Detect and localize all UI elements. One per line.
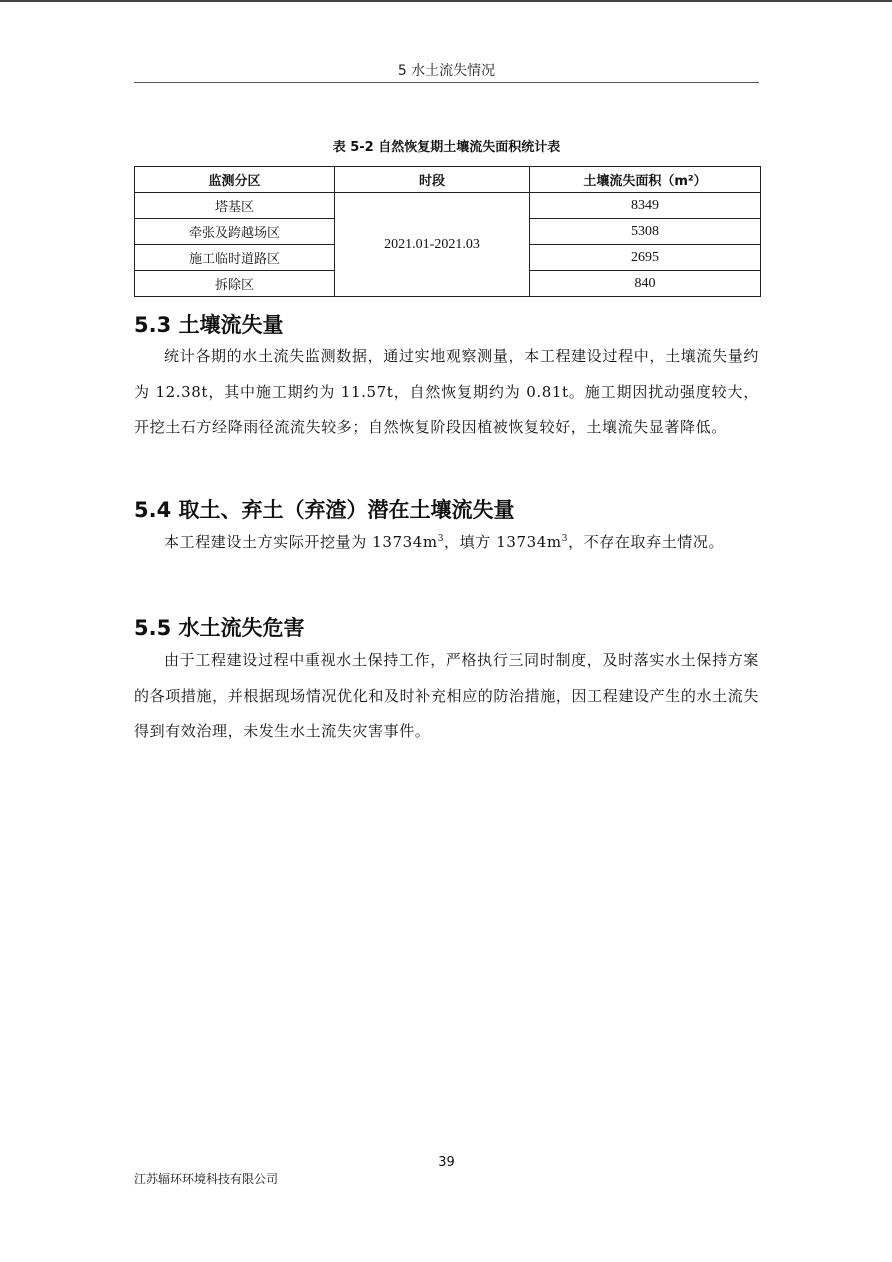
header-rule bbox=[134, 82, 759, 83]
running-header: 5 水土流失情况 bbox=[397, 63, 496, 79]
table-row bbox=[135, 193, 761, 219]
section-heading-5-4: 5.4 取土、弃土（弃渣）潜在土壤流失量 bbox=[134, 498, 515, 522]
zone-cell: 塔基区 bbox=[135, 193, 335, 219]
column-header-period: 时段 bbox=[335, 167, 530, 193]
table-caption: 表 5-2 自然恢复期土壤流失面积统计表 bbox=[332, 140, 561, 155]
soil-loss-area-table bbox=[134, 166, 761, 297]
zone-cell: 施工临时道路区 bbox=[135, 245, 335, 271]
period-cell: 2021.01-2021.03 bbox=[335, 193, 530, 297]
section-body-5-4: 本工程建设土方实际开挖量为 $13734m^3$，填方 $13734m^3$，不存在取弃土情况。 bbox=[164, 533, 725, 551]
page-top-border bbox=[0, 0, 892, 2]
area-cell: 840 bbox=[530, 271, 761, 297]
column-header-area: 土壤流失面积（m²） bbox=[530, 167, 761, 193]
area-cell: 2695 bbox=[530, 245, 761, 271]
company-name: 江苏辐环环境科技有限公司 bbox=[134, 1172, 279, 1186]
section-heading-5-5: 5.5 水土流失危害 bbox=[134, 616, 305, 640]
area-cell: 5308 bbox=[530, 219, 761, 245]
section-body-5-5: 由于工程建设过程中重视水土保持工作，严格执行三同时制度，及时落实水土保持方案的各项措施，并根据现场情况优化和及时补充相应的防治措施，因工程建设产生的水土流失得到有效治理，未发生水土流失灾害事件。 bbox=[134, 651, 759, 740]
section-heading-5-3: 5.3 土壤流失量 bbox=[134, 313, 284, 337]
table-header-row bbox=[135, 167, 761, 193]
page-number: 39 bbox=[438, 1155, 455, 1170]
zone-cell: 拆除区 bbox=[135, 271, 335, 297]
column-header-zone: 监测分区 bbox=[135, 167, 335, 193]
zone-cell: 牵张及跨越场区 bbox=[135, 219, 335, 245]
section-body-5-3: 统计各期的水土流失监测数据，通过实地观察测量，本工程建设过程中，土壤流失量约为 12.38t，其中施工期约为 11.57t，自然恢复期约为 0.81t。施工期因扰动强度较大，开挖土石方经降雨径流流失较多；自然恢复阶段因植被恢复较好，土壤流失显著降低。 bbox=[134, 347, 759, 436]
area-cell: 8349 bbox=[530, 193, 761, 219]
